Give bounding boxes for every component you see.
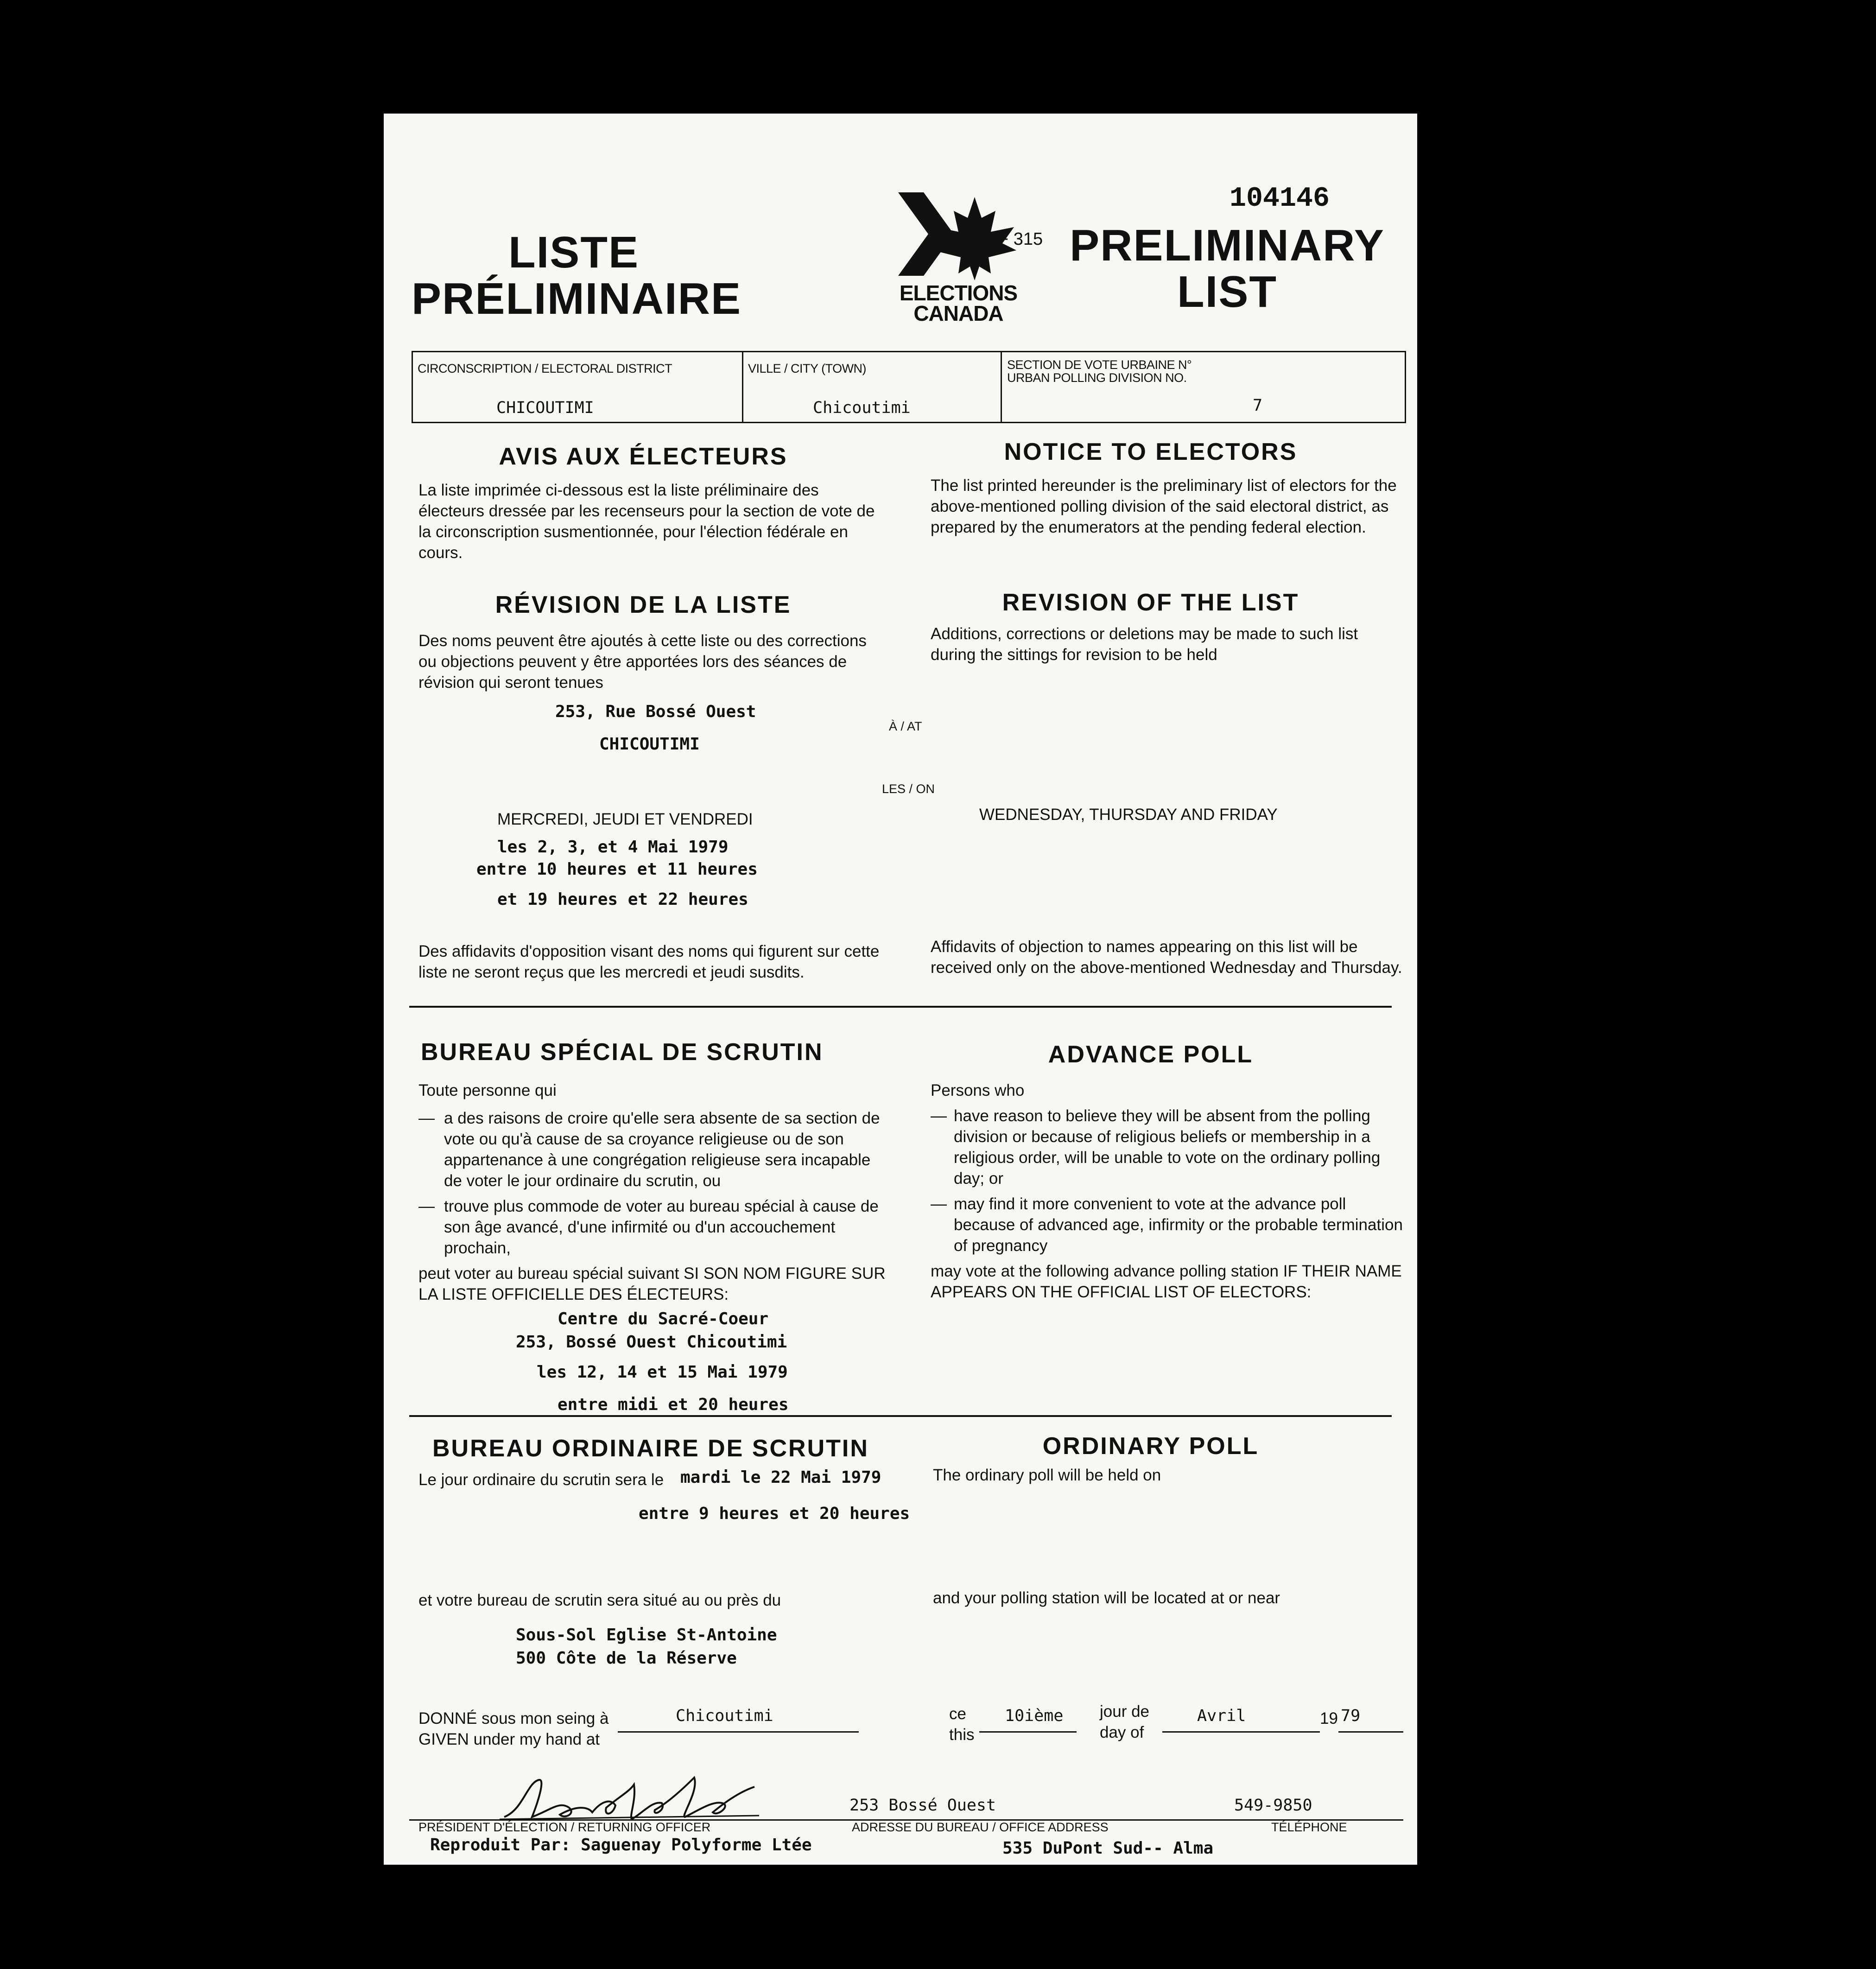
city-value: Chicoutimi: [813, 399, 911, 417]
revision-on-label: LES / ON: [882, 782, 935, 796]
officer-label: PRÉSIDENT D'ÉLECTION / RETURNING OFFICER: [418, 1820, 711, 1834]
reproduced-by: Reproduit Par: Saguenay Polyforme Ltée: [430, 1836, 812, 1855]
notice-text-en: The list printed hereunder is the preliminary list of electors for the above-mentioned polling division of the said electoral district, as prepared by the enumerators at the pending federal election.: [931, 476, 1397, 536]
given-label-en: GIVEN under my hand at: [418, 1730, 600, 1748]
title-en: [1051, 222, 1403, 315]
advance-heading-en: ADVANCE POLL: [1048, 1041, 1254, 1068]
ordinary-text-fr: Le jour ordinaire du scrutin sera le: [418, 1471, 664, 1489]
revision-dates: les 2, 3, et 4 Mai 1979: [497, 838, 729, 857]
logo-text: [898, 283, 1019, 324]
title-en-line1: PRELIMINARY: [1070, 221, 1385, 270]
dash-icon: —: [418, 1109, 435, 1127]
telephone: 549-9850: [1234, 1796, 1312, 1815]
advance-location-line1: Centre du Sacré-Coeur: [558, 1309, 769, 1328]
advance-bullet1-fr: [418, 1108, 882, 1191]
office-address: 253 Bossé Ouest: [849, 1796, 996, 1815]
revision-heading-fr: RÉVISION DE LA LISTE: [495, 591, 792, 618]
revision-hours1: entre 10 heures et 11 heures: [476, 860, 758, 879]
district-cell: [413, 352, 743, 422]
advance-bullet1-en-text: have reason to believe they will be absent from the polling division or because of religious beliefs or membership in a religious order, will be unable to vote on the ordinary polling day; or: [954, 1107, 1381, 1188]
advance-intro-en: Persons who: [931, 1081, 1025, 1099]
form-code: F 315: [998, 229, 1043, 249]
city-cell: [743, 352, 1002, 422]
revision-address-line2: CHICOUTIMI: [599, 735, 700, 754]
revision-days-en: WEDNESDAY, THURSDAY AND FRIDAY: [979, 806, 1278, 824]
ce-label: ce: [949, 1705, 966, 1723]
given-label-fr: DONNÉ sous mon seing à: [418, 1709, 609, 1728]
division-value: 7: [1253, 396, 1263, 415]
advance-closing-fr: peut voter au bureau spécial suivant SI SON NOM FIGURE SUR LA LISTE OFFICIELLE DES ÉLECTEURS:: [418, 1264, 886, 1303]
office-address-label: ADRESSE DU BUREAU / OFFICE ADDRESS: [852, 1820, 1109, 1834]
advance-bullet2-en-text: may find it more convenient to vote at the advance poll because of advanced age, infirmity or the probable termination of pregnancy: [954, 1195, 1403, 1255]
year-prefix: 19: [1320, 1709, 1338, 1728]
ce-this-label: [949, 1703, 974, 1745]
advance-bullet2-en: [931, 1194, 1403, 1256]
advance-bullet1-fr-text: a des raisons de croire qu'elle sera absente de sa section de vote ou qu'à cause de sa croyance religieuse ou de son appartenance à une congrégation religieuse sera incapable de voter le jour ordinaire du scrutin, ou: [444, 1109, 880, 1190]
district-value: CHICOUTIMI: [496, 399, 594, 417]
given-place: Chicoutimi: [676, 1707, 773, 1725]
elections-canada-logo: [898, 192, 1019, 325]
dash-icon: —: [931, 1195, 947, 1213]
notice-heading-en: NOTICE TO ELECTORS: [1004, 438, 1298, 465]
ordinary-hours: entre 9 heures et 20 heures: [639, 1504, 910, 1523]
affidavit-en: Affidavits of objection to names appearing on this list will be received only on the above-mentioned Wednesday and Thursday.: [931, 938, 1402, 977]
day-of-text: day of: [1100, 1723, 1144, 1741]
revision-text-en: Additions, corrections or deletions may be made to such list during the sittings for revision to be held: [931, 625, 1358, 664]
ordinary-heading-en: ORDINARY POLL: [1042, 1433, 1259, 1460]
advance-bullet2-fr: [418, 1196, 882, 1258]
given-month: Avril: [1197, 1707, 1246, 1725]
advance-location-line2: 253, Bossé Ouest Chicoutimi: [516, 1333, 787, 1352]
this-label: this: [949, 1726, 975, 1744]
ordinary-date: mardi le 22 Mai 1979: [680, 1468, 881, 1487]
telephone-label: TÉLÉPHONE: [1271, 1820, 1347, 1834]
division-label-fr: SECTION DE VOTE URBAINE N°: [1007, 358, 1192, 372]
revision-at-label: À / AT: [889, 719, 922, 733]
notice-heading-fr: AVIS AUX ÉLECTEURS: [499, 443, 788, 470]
revision-heading-en: REVISION OF THE LIST: [1002, 589, 1299, 616]
section-divider-1: [409, 1006, 1392, 1008]
advance-bullet2-fr-text: trouve plus commode de voter au bureau spécial à cause de son âge avancé, d'une infirmité ou d'un accouchement prochain,: [444, 1197, 879, 1257]
form-sheet: [384, 114, 1417, 1865]
section-divider-2: [409, 1415, 1392, 1417]
dash-icon: —: [418, 1197, 435, 1215]
ordinary-text-en: The ordinary poll will be held on: [933, 1466, 1161, 1484]
ordinary-station-line2: 500 Côte de la Réserve: [516, 1649, 737, 1668]
advance-dates: les 12, 14 et 15 Mai 1979: [537, 1363, 788, 1382]
advance-hours: entre midi et 20 heures: [558, 1395, 789, 1414]
ordinary-station-en: and your polling station will be located at or near: [933, 1589, 1280, 1607]
logo-text-line1: ELECTIONS: [899, 281, 1018, 305]
revision-hours2: et 19 heures et 22 heures: [497, 890, 748, 909]
year-suffix: 79: [1341, 1707, 1361, 1725]
jour-de-text: jour de: [1100, 1702, 1150, 1721]
title-fr: [412, 228, 742, 324]
revision-days-fr: MERCREDI, JEUDI ET VENDREDI: [497, 810, 753, 828]
notice-text-fr: La liste imprimée ci-dessous est la liste préliminaire des électeurs dressée par les recenseurs pour la section de vote de la circonscription susmentionnée, pour l'élection fédérale en cours.: [418, 481, 875, 562]
district-label: CIRCONSCRIPTION / ELECTORAL DISTRICT: [418, 362, 672, 375]
title-en-line2: LIST: [1177, 267, 1277, 317]
title-fr-line2: PRÉLIMINAIRE: [412, 274, 742, 324]
division-cell: [1002, 352, 1401, 422]
district-box: [412, 351, 1406, 423]
ordinary-station-fr: et votre bureau de scrutin sera situé au ou près du: [418, 1591, 781, 1609]
title-fr-line1: LISTE: [508, 228, 639, 277]
advance-bullet1-en: [931, 1105, 1403, 1189]
jour-de-label: [1100, 1701, 1149, 1743]
given-label: [418, 1708, 608, 1750]
ordinary-station-line1: Sous-Sol Eglise St-Antoine: [516, 1626, 777, 1645]
affidavit-fr: Des affidavits d'opposition visant des noms qui figurent sur cette liste ne seront reçus que les mercredi et jeudi susdits.: [418, 942, 880, 981]
revision-address-line1: 253, Rue Bossé Ouest: [555, 702, 756, 721]
logo-text-line2: CANADA: [913, 301, 1003, 325]
advance-intro-fr: Toute personne qui: [418, 1081, 557, 1099]
advance-heading-fr: BUREAU SPÉCIAL DE SCRUTIN: [421, 1039, 824, 1066]
city-label: VILLE / CITY (TOWN): [748, 362, 867, 375]
given-day: 10ième: [1005, 1707, 1064, 1725]
dash-icon: —: [931, 1107, 947, 1125]
division-label-en: URBAN POLLING DIVISION NO.: [1007, 371, 1187, 385]
advance-closing-en: may vote at the following advance polling station IF THEIR NAME APPEARS ON THE OFFICIAL LIST OF ELECTORS:: [931, 1262, 1402, 1301]
ordinary-heading-fr: BUREAU ORDINAIRE DE SCRUTIN: [432, 1435, 869, 1462]
reproducer-address: 535 DuPont Sud-- Alma: [1002, 1839, 1214, 1858]
revision-text-fr: Des noms peuvent être ajoutés à cette liste ou des corrections ou objections peuvent y être apportées lors des séances de révision qui seront tenues: [418, 632, 867, 692]
serial-number: 104146: [1230, 183, 1330, 215]
